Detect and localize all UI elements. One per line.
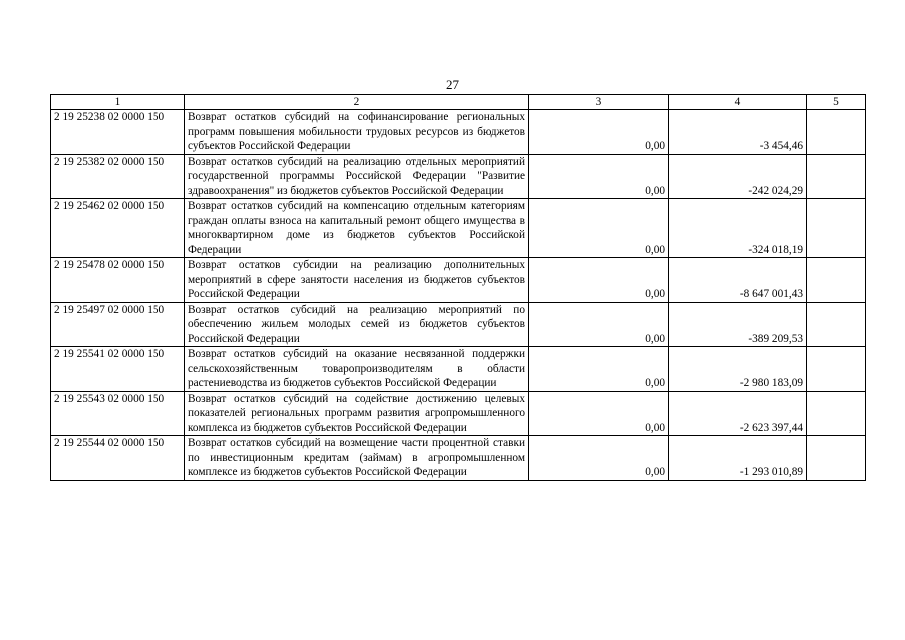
value-col4: -1 293 010,89 [669,436,807,481]
header-cell: 5 [807,95,866,110]
header-cell: 1 [51,95,185,110]
classification-code: 2 19 25238 02 0000 150 [51,110,185,155]
classification-code: 2 19 25544 02 0000 150 [51,436,185,481]
value-col3: 0,00 [529,258,669,303]
value-col3: 0,00 [529,436,669,481]
table-row [51,391,866,436]
value-col4: -2 980 183,09 [669,347,807,392]
value-col5 [807,154,866,199]
page-number: 27 [446,77,459,92]
income-name: Возврат остатков субсидии на реализацию дополнительных мероприятий в сфере занятости населения из бюджетов субъектов Российской Федерации [185,258,529,303]
value-col5 [807,347,866,392]
table-row [51,436,866,481]
value-col3: 0,00 [529,347,669,392]
header-row [51,95,866,110]
classification-code: 2 19 25478 02 0000 150 [51,258,185,303]
value-col4: -242 024,29 [669,154,807,199]
classification-code: 2 19 25462 02 0000 150 [51,199,185,258]
classification-code: 2 19 25382 02 0000 150 [51,154,185,199]
value-col3: 0,00 [529,391,669,436]
classification-code: 2 19 25543 02 0000 150 [51,391,185,436]
value-col4: -3 454,46 [669,110,807,155]
value-col3: 0,00 [529,302,669,347]
header-cell: 4 [669,95,807,110]
value-col4: -324 018,19 [669,199,807,258]
income-name: Возврат остатков субсидий на возмещение части процентной ставки по инвестиционным кредитам (займам) в агропромышленном комплексе из бюджетов субъектов Российской Федерации [185,436,529,481]
value-col3: 0,00 [529,154,669,199]
value-col4: -2 623 397,44 [669,391,807,436]
value-col5 [807,199,866,258]
value-col4: -8 647 001,43 [669,258,807,303]
income-name: Возврат остатков субсидий на софинансирование региональных программ повышения мобильности трудовых ресурсов из бюджетов субъектов Российской Федерации [185,110,529,155]
table-row [51,110,866,155]
classification-code: 2 19 25497 02 0000 150 [51,302,185,347]
value-col3: 0,00 [529,199,669,258]
income-name: Возврат остатков субсидий на содействие достижению целевых показателей региональных программ развития агропромышленного комплекса из бюджетов субъектов Российской Федерации [185,391,529,436]
value-col4: -389 209,53 [669,302,807,347]
table-row [51,302,866,347]
table-row [51,258,866,303]
income-name: Возврат остатков субсидий на компенсацию отдельным категориям граждан оплаты взноса на капитальный ремонт общего имущества в многоквартирном доме из бюджетов субъектов Российской Федерации [185,199,529,258]
table-row [51,154,866,199]
table-row [51,347,866,392]
value-col3: 0,00 [529,110,669,155]
income-name: Возврат остатков субсидий на реализацию отдельных мероприятий государственной программы Российской Федерации "Развитие здравоохранения" из бюджетов субъектов Российской Федерации [185,154,529,199]
header-cell: 2 [185,95,529,110]
value-col5 [807,110,866,155]
income-name: Возврат остатков субсидий на реализацию мероприятий по обеспечению жильем молодых семей из бюджетов субъектов Российской Федерации [185,302,529,347]
value-col5 [807,391,866,436]
value-col5 [807,436,866,481]
table-row [51,199,866,258]
income-name: Возврат остатков субсидий на оказание несвязанной поддержки сельскохозяйственным товаропроизводителям в области растениеводства из бюджетов субъектов Российской Федерации [185,347,529,392]
header-cell: 3 [529,95,669,110]
classification-code: 2 19 25541 02 0000 150 [51,347,185,392]
budget-table [50,94,866,481]
value-col5 [807,302,866,347]
value-col5 [807,258,866,303]
